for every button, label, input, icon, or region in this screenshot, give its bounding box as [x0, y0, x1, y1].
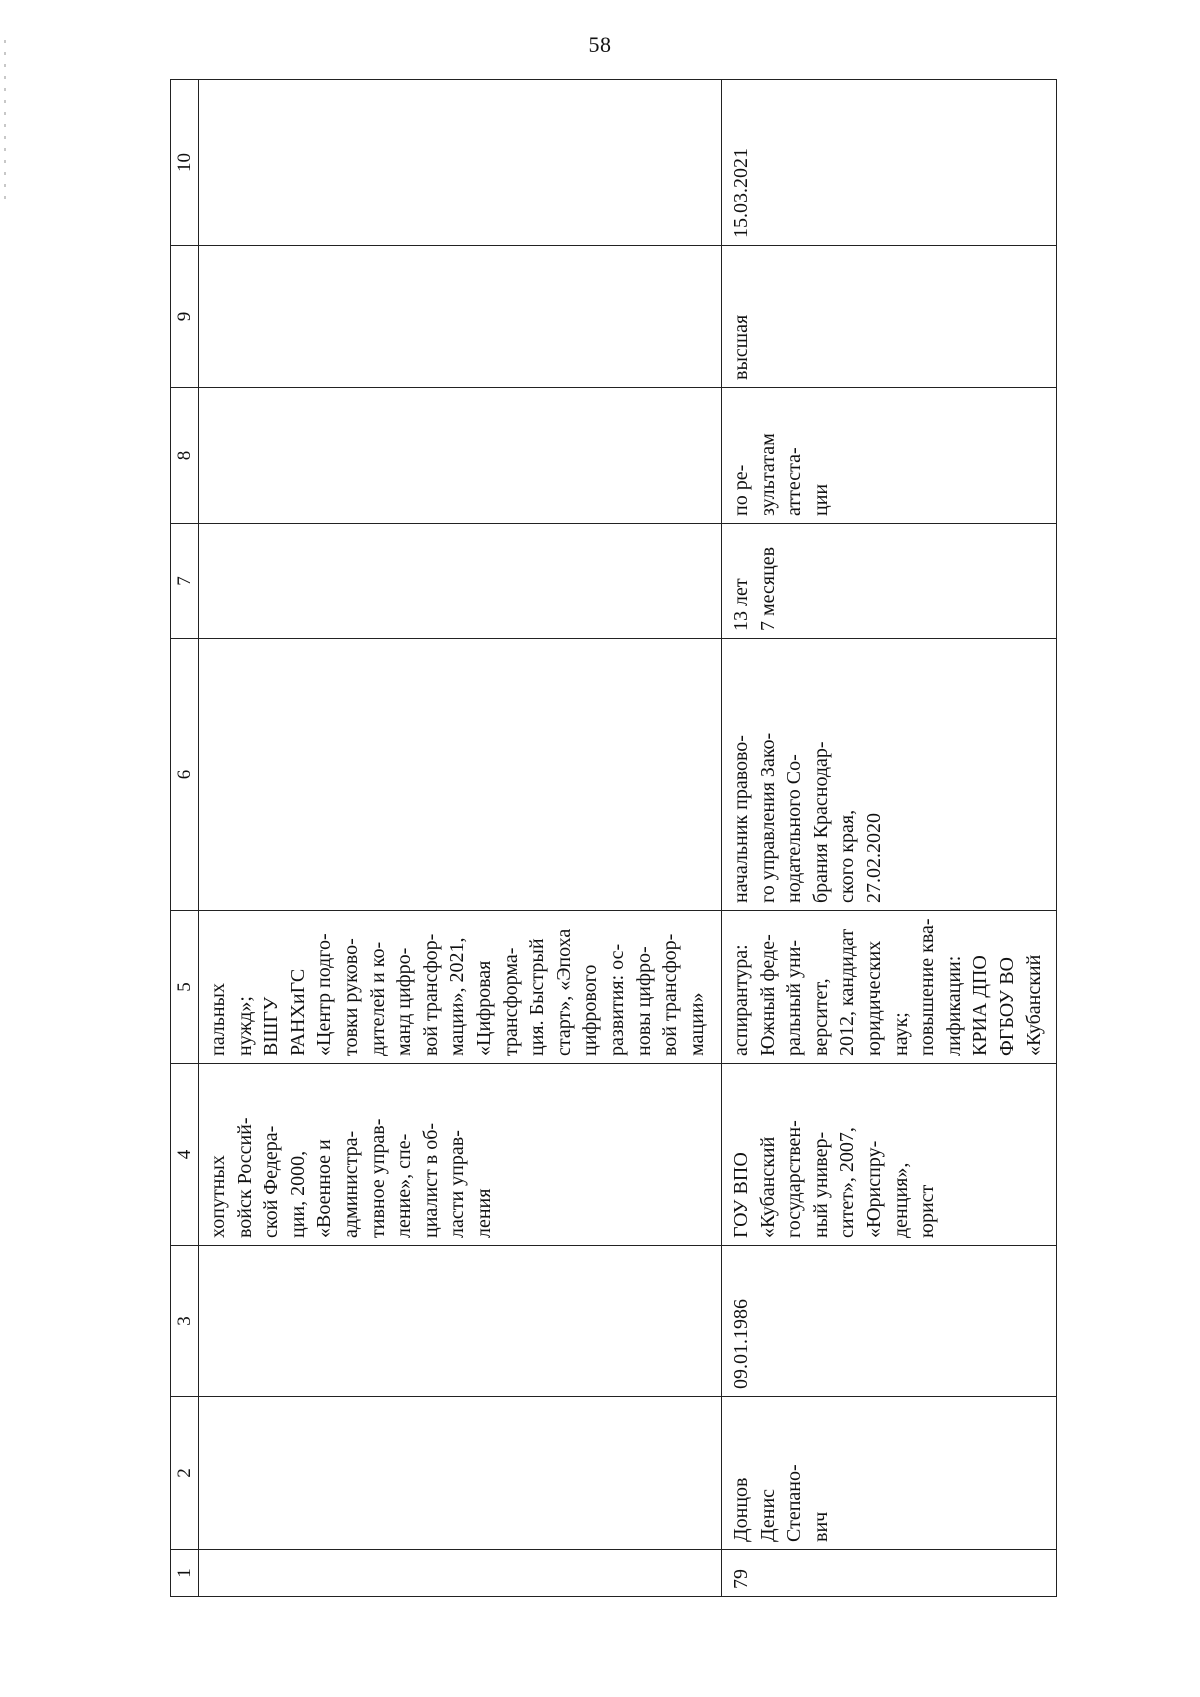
position-cell: начальник правово- го управления Зако- нодательного Со- брания Краснодар- ского края, 27.02.2020	[722, 639, 1057, 911]
rotated-table-frame	[170, 80, 1043, 1597]
inclusion-basis-cell	[199, 388, 722, 524]
column-header: 2	[171, 1397, 199, 1550]
row-number-cell: 79	[722, 1550, 1057, 1597]
column-header: 3	[171, 1246, 199, 1397]
column-header: 5	[171, 911, 199, 1064]
column-header: 9	[171, 246, 199, 388]
table-row-79	[722, 80, 1057, 1597]
education-cell: хопутных войск Россий- ской Федера- ции, 2000, «Военное и администра- тивное управ- ление», спе- циалист в об- ласти управ- ления	[199, 1064, 722, 1246]
column-header: 7	[171, 524, 199, 639]
date-cell: 15.03.2021	[722, 80, 1057, 246]
qualification-group-cell: высшая	[722, 246, 1057, 388]
column-header: 8	[171, 388, 199, 524]
row-number-cell	[199, 1550, 722, 1597]
qualification-group-cell	[199, 246, 722, 388]
birth-date-cell: 09.01.1986	[722, 1246, 1057, 1397]
column-number-row	[171, 80, 199, 1597]
inclusion-basis-cell: по ре- зультатам аттеста- ции	[722, 388, 1057, 524]
additional-education-cell: аспирантура: Южный феде- ральный уни- верситет, 2012, кандидат юридических наук; повышение ква- лификации: КРИА ДПО ФГБОУ ВО «Кубанский	[722, 911, 1057, 1064]
column-header: 10	[171, 80, 199, 246]
position-cell	[199, 639, 722, 911]
personnel-table	[170, 79, 1057, 1597]
education-cell: ГОУ ВПО «Кубанский государствен- ный универ- ситет», 2007, «Юриспру- денция», юрист	[722, 1064, 1057, 1246]
column-header: 1	[171, 1550, 199, 1597]
page-number: 58	[588, 32, 612, 57]
full-name-cell: Донцов Денис Степано- вич	[722, 1397, 1057, 1550]
date-cell	[199, 80, 722, 246]
column-header: 6	[171, 639, 199, 911]
table-row-continuation	[199, 80, 722, 1597]
service-length-cell: 13 лет 7 месяцев	[722, 524, 1057, 639]
birth-date-cell	[199, 1246, 722, 1397]
full-name-cell	[199, 1397, 722, 1550]
column-header: 4	[171, 1064, 199, 1246]
service-length-cell	[199, 524, 722, 639]
additional-education-cell: пальных нужд»; ВШГУ РАНХиГС «Центр подго- товки руково- дителей и ко- манд цифро- вой трансфор- мации», 2021, «Цифровая трансформа- ция. Быстрый старт», «Эпоха цифрового развития: ос- новы цифро- вой трансфор- мации»	[199, 911, 722, 1064]
scan-edge-marks	[4, 40, 6, 200]
